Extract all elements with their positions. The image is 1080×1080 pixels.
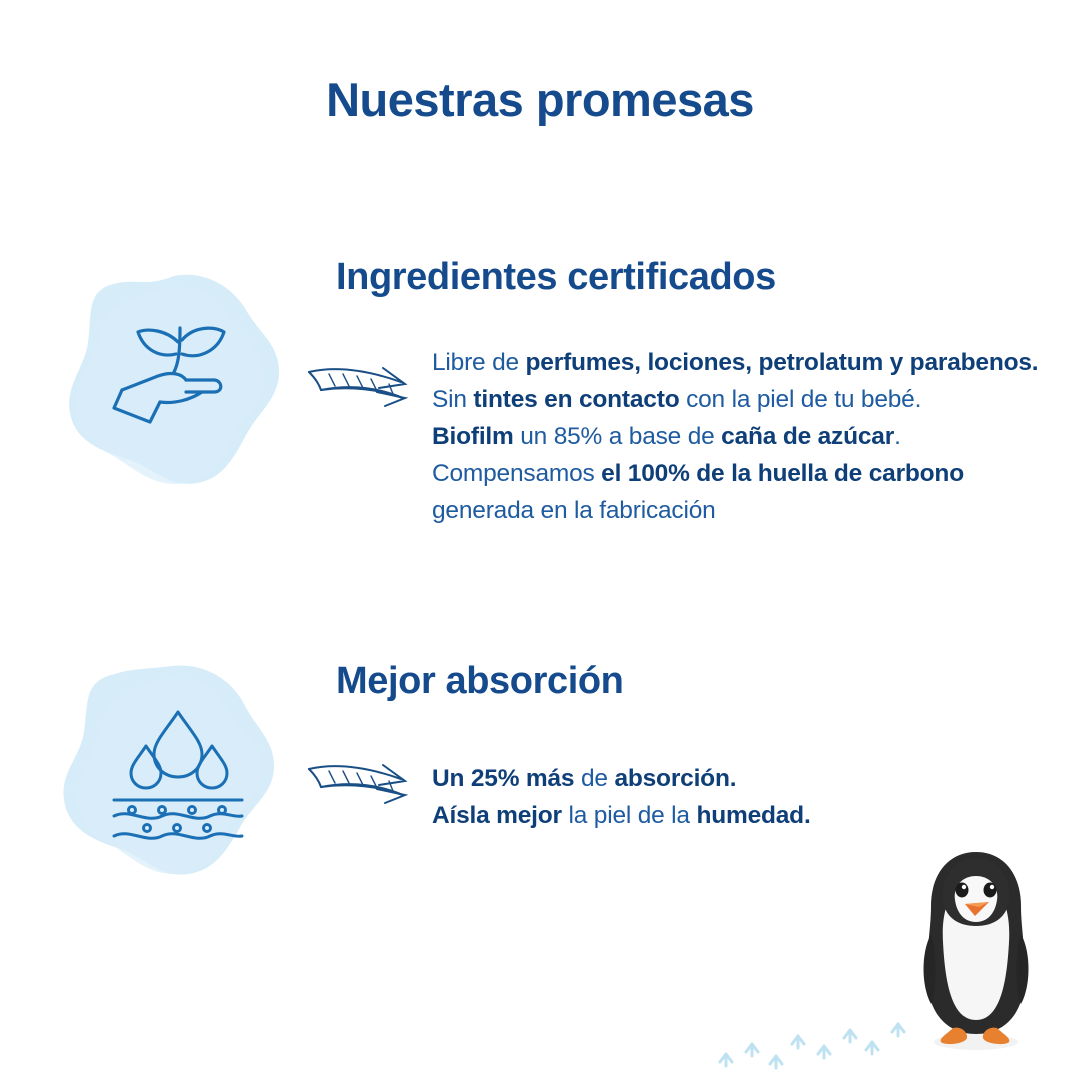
hand-drawn-arrow-icon	[305, 755, 415, 805]
body-line: Un 25% más de absorción.	[432, 765, 737, 792]
hand-with-leaves-icon	[62, 268, 292, 498]
body-line: Biofilm un 85% a base de caña de azúcar.	[432, 423, 901, 450]
penguin-mascot	[909, 842, 1044, 1052]
body-line: Libre de perfumes, lociones, petrolatum y parabenos.	[432, 349, 1039, 376]
hand-drawn-arrow-icon	[305, 358, 415, 408]
section-body	[432, 760, 1052, 834]
body-line: Compensamos el 100% de la huella de carbono generada en la fabricación	[432, 460, 964, 524]
body-line: Aísla mejor la piel de la humedad.	[432, 802, 811, 829]
body-line: Sin tintes en contacto con la piel de tu bebé.	[432, 386, 922, 413]
section-heading: Ingredientes certificados	[336, 256, 776, 298]
section-body	[432, 344, 1052, 529]
penguin-footprints	[700, 992, 930, 1072]
water-drop-absorption-icon	[62, 660, 292, 890]
page-title: Nuestras promesas	[326, 73, 754, 126]
section-heading: Mejor absorción	[336, 660, 624, 702]
